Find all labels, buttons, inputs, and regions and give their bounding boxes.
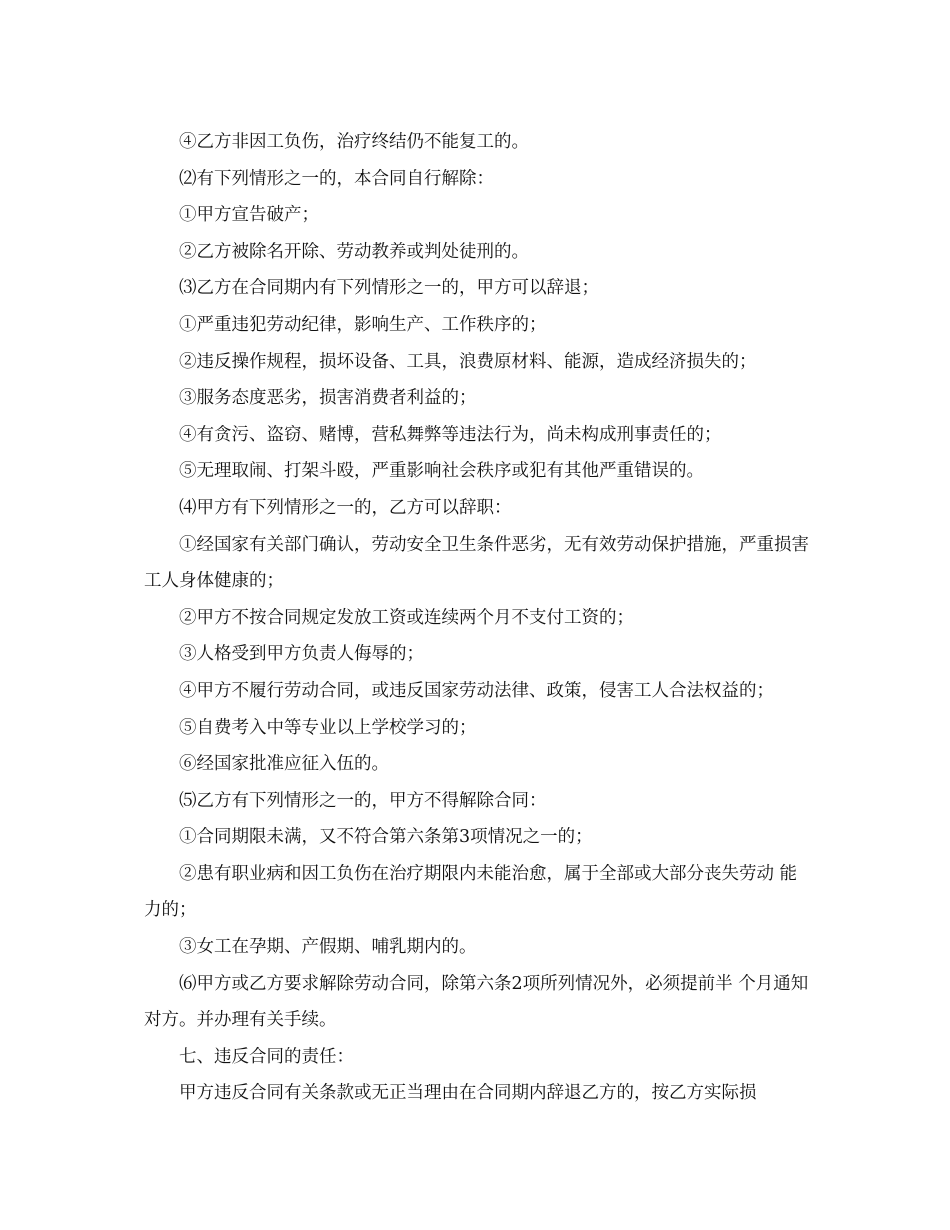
paragraph: 甲方违反合同有关条款或无正当理由在合同期内辞退乙方的，按乙方实际损 — [179, 1083, 757, 1104]
paragraph: ①合同期限未满，又不符合第六条第3项情况之一的； — [179, 827, 593, 848]
paragraph: ①严重违犯劳动纪律，影响生产、工作秩序的； — [179, 314, 547, 335]
paragraph: ③人格受到甲方负责人侮辱的； — [179, 644, 424, 665]
paragraph: ②违反操作规程，损坏设备、工具，浪费原材料、能源，造成经济损失的； — [179, 351, 757, 372]
paragraph: ④甲方不履行劳动合同，或违反国家劳动法律、政策，侵害工人合法权益的； — [179, 680, 774, 701]
paragraph: ⑤无理取闹、打架斗殴，严重影响社会秩序或犯有其他严重错误的。 — [179, 461, 704, 482]
paragraph: ②乙方被除名开除、劳动教养或判处徒刑的。 — [179, 241, 529, 262]
paragraph: ④有贪污、盗窃、赌博，营私舞弊等违法行为，尚未构成刑事责任的； — [179, 424, 722, 445]
document-body — [144, 124, 809, 1112]
paragraph: ③服务态度恶劣，损害消费者利益的； — [179, 388, 477, 409]
paragraph: ②患有职业病和因工负伤在治疗期限内未能治愈，属于全部或大部分丧失劳动 能力的； — [144, 863, 798, 921]
paragraph: ③女工在孕期、产假期、哺乳期内的。 — [179, 937, 477, 958]
paragraph: ⑷甲方有下列情形之一的，乙方可以辞职： — [179, 497, 512, 518]
paragraph: ⑹甲方或乙方要求解除劳动合同，除第六条2项所列情况外，必须提前半 个月通知对方。并办理有关手续。 — [144, 973, 809, 1031]
paragraph: ⑤自费考入中等专业以上学校学习的； — [179, 717, 477, 738]
paragraph: ④乙方非因工负伤，治疗终结仍不能复工的。 — [179, 132, 529, 152]
paragraph: ⑵有下列情形之一的，本合同自行解除： — [179, 168, 494, 189]
paragraph: ①经国家有关部门确认，劳动安全卫生条件恶劣，无有效劳动保护措施，严重损害工人身体健康的； — [144, 534, 809, 592]
paragraph: ①甲方宣告破产； — [179, 205, 319, 226]
paragraph: ⑶乙方在合同期内有下列情形之一的，甲方可以辞退； — [179, 278, 599, 299]
paragraph: ⑥经国家批准应征入伍的。 — [179, 754, 389, 775]
section-heading: 七、违反合同的责任： — [179, 1046, 354, 1067]
paragraph: ⑸乙方有下列情形之一的，甲方不得解除合同： — [179, 790, 547, 811]
paragraph: ②甲方不按合同规定发放工资或连续两个月不支付工资的； — [179, 607, 634, 628]
